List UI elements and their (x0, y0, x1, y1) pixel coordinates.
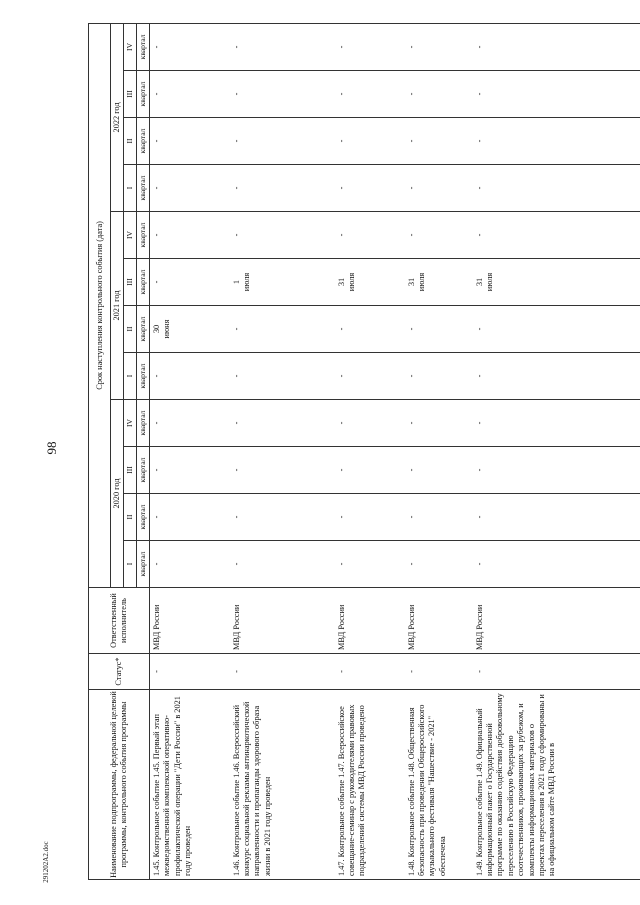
page-number: 98 (44, 441, 59, 455)
header-term: Срок наступления контрольного события (дата) (89, 23, 111, 587)
quarter-label: квартал (137, 118, 150, 165)
quarter-cell: - (405, 447, 473, 494)
quarter-number: II (124, 306, 137, 353)
quarter-cell: - (335, 400, 405, 447)
header-responsible: Ответственный исполнитель (89, 588, 150, 654)
quarter-cell: - (405, 306, 473, 353)
event-number: 1.47. (336, 859, 346, 876)
quarter-cell: - (405, 541, 473, 588)
status-cell: - (405, 654, 473, 690)
event-name: Контрольное событие 1.49. Официальный информационный пакет о Государственной программе по оказанию содействия добровольному переселению в Российскую Федерацию соотечественников, проживающих за рубежом, и комплекты информационных материалов о проектах переселения в 2021 году сформированы и на официальном сайте МВД России в (474, 693, 557, 876)
event-date: 31 июля (406, 272, 426, 292)
quarter-cell: - (150, 212, 230, 259)
event-name-cell (150, 690, 230, 880)
quarter-cell: - (150, 494, 230, 541)
quarter-label: квартал (137, 541, 150, 588)
event-name: Контрольное событие 1.45. Первый этап межведомственной комплексной оперативно-профилактической операции "Дети России" в 2021 году проведен (152, 696, 193, 876)
quarter-cell: - (150, 447, 230, 494)
year-header: 2021 год (111, 212, 124, 400)
date-cell (150, 306, 230, 353)
table-row (473, 23, 640, 879)
year-header: 2020 год (111, 400, 124, 588)
quarter-number: IV (124, 212, 137, 259)
table-row (405, 23, 473, 879)
quarter-cell: - (405, 494, 473, 541)
quarter-cell: - (473, 494, 640, 541)
event-number: 1.45. (152, 859, 161, 876)
quarter-label: квартал (137, 23, 150, 70)
quarter-cell: - (230, 118, 335, 165)
quarter-number: II (124, 494, 137, 541)
quarter-number: III (124, 259, 137, 306)
table-row (230, 23, 335, 879)
event-number: 1.48. (406, 859, 416, 876)
quarter-cell: - (473, 118, 640, 165)
quarter-cell: - (150, 118, 230, 165)
header-name: Наименование подпрограммы, федеральной целевой программы, контрольного события программы (89, 690, 150, 880)
quarter-cell: - (335, 541, 405, 588)
quarter-number: I (124, 165, 137, 212)
quarter-label: квартал (137, 212, 150, 259)
quarter-cell: - (230, 71, 335, 118)
quarter-label: квартал (137, 400, 150, 447)
event-name-cell (230, 690, 335, 880)
responsible-cell: МВД России (150, 588, 230, 654)
quarter-cell: - (230, 212, 335, 259)
quarter-cell: - (150, 400, 230, 447)
quarter-cell: - (230, 400, 335, 447)
quarter-label: квартал (137, 353, 150, 400)
quarter-label: квартал (137, 71, 150, 118)
quarter-cell: - (405, 23, 473, 70)
quarter-label: квартал (137, 306, 150, 353)
quarter-cell: - (405, 165, 473, 212)
quarter-cell: - (405, 353, 473, 400)
responsible-cell: МВД России (473, 588, 640, 654)
responsible-cell: МВД России (335, 588, 405, 654)
quarter-cell: - (473, 400, 640, 447)
event-name: Контрольное событие 1.47. Всероссийское совещание-семинар с руководителями правовых подразделений системы МВД России проведено (336, 704, 367, 876)
quarter-cell: - (230, 306, 335, 353)
quarter-cell: - (150, 165, 230, 212)
quarter-cell: - (150, 71, 230, 118)
quarter-cell: - (473, 165, 640, 212)
quarter-cell: - (230, 494, 335, 541)
quarter-cell: - (405, 118, 473, 165)
quarter-number: II (124, 118, 137, 165)
event-name: Контрольное событие 1.46. Всероссийский конкурс социальной рекламы антинаркотической направленности и пропаганды здорового образа жизни в 2021 году проведен (231, 701, 272, 876)
quarter-cell: - (473, 353, 640, 400)
event-date: 31 июля (336, 272, 356, 292)
quarter-label: квартал (137, 447, 150, 494)
event-number: 1.49. (474, 859, 484, 876)
quarter-number: III (124, 71, 137, 118)
event-number: 1.46. (231, 859, 241, 876)
event-date: 30 июня (152, 319, 171, 339)
header-status: Статус* (89, 654, 150, 690)
date-cell (230, 259, 335, 306)
quarter-cell: - (405, 212, 473, 259)
responsible-cell: МВД России (230, 588, 335, 654)
quarter-cell: - (405, 400, 473, 447)
quarter-cell: - (473, 212, 640, 259)
quarter-cell: - (335, 71, 405, 118)
event-name-cell (405, 690, 473, 880)
date-cell (405, 259, 473, 306)
event-date: 31 июля (474, 272, 494, 292)
quarter-number: IV (124, 23, 137, 70)
status-cell: - (150, 654, 230, 690)
quarter-cell: - (230, 353, 335, 400)
quarter-cell: - (335, 306, 405, 353)
quarter-cell: - (335, 23, 405, 70)
event-name-cell (335, 690, 405, 880)
responsible-cell: МВД России (405, 588, 473, 654)
quarter-cell: - (150, 23, 230, 70)
quarter-label: квартал (137, 494, 150, 541)
control-events-table (88, 23, 640, 880)
quarter-number: IV (124, 400, 137, 447)
quarter-cell: - (230, 447, 335, 494)
quarter-cell: - (335, 118, 405, 165)
event-date: 1 июля (231, 272, 251, 292)
quarter-cell: - (473, 541, 640, 588)
quarter-cell: - (405, 71, 473, 118)
quarter-cell: - (473, 23, 640, 70)
quarter-cell: - (335, 353, 405, 400)
quarter-cell: - (335, 212, 405, 259)
quarter-cell: - (230, 541, 335, 588)
quarter-number: I (124, 541, 137, 588)
quarter-label: квартал (137, 259, 150, 306)
quarter-cell: - (335, 494, 405, 541)
quarter-cell: - (230, 165, 335, 212)
quarter-number: I (124, 353, 137, 400)
quarter-cell: - (230, 23, 335, 70)
date-cell (335, 259, 405, 306)
status-cell: - (230, 654, 335, 690)
table-row (335, 23, 405, 879)
date-cell (473, 259, 640, 306)
footer-filename: 291202A2.doc (42, 841, 50, 883)
status-cell: - (335, 654, 405, 690)
quarter-cell: - (473, 71, 640, 118)
quarter-cell: - (473, 306, 640, 353)
quarter-cell: - (335, 447, 405, 494)
table-row (150, 23, 230, 879)
status-cell: - (473, 654, 640, 690)
quarter-number: III (124, 447, 137, 494)
quarter-cell: - (150, 353, 230, 400)
quarter-label: квартал (137, 165, 150, 212)
event-name: Контрольное событие 1.48. Общественная безопасность при проведении Общероссийского музыкального фестиваля "Нашествие - 2021" обеспечена (406, 704, 447, 876)
quarter-cell: - (335, 165, 405, 212)
year-header: 2022 год (111, 23, 124, 211)
quarter-cell: - (150, 541, 230, 588)
quarter-cell: - (473, 447, 640, 494)
event-name-cell (473, 690, 640, 880)
quarter-cell: - (150, 259, 230, 306)
rotated-page (88, 24, 628, 880)
